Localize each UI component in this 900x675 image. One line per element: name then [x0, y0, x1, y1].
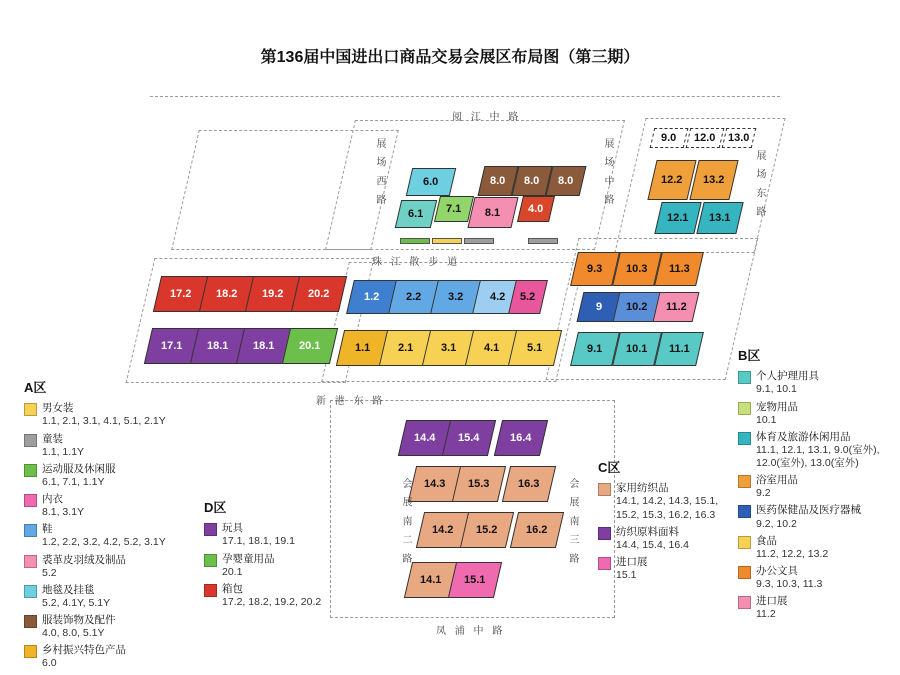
hall-label: 17.2 — [170, 288, 192, 300]
legend-swatch-icon — [204, 554, 217, 567]
hall-label: 8.1 — [485, 206, 501, 219]
hall-16.2[interactable] — [510, 512, 564, 548]
hall-label: 13.0 — [728, 132, 750, 144]
road-label-1: 展 场 西 路 — [374, 138, 385, 208]
legend-swatch-icon — [24, 555, 37, 568]
hall-label: 12.1 — [667, 212, 689, 224]
strip-green — [400, 238, 430, 244]
legend-D区 — [204, 500, 354, 613]
hall-20.1[interactable] — [282, 328, 338, 364]
legend-hall-codes: 11.2 — [756, 608, 776, 621]
hall-label: 18.1 — [207, 340, 229, 352]
legend-hall-codes: 10.1 — [756, 413, 777, 426]
hall-label: 11.1 — [668, 343, 690, 355]
strip-gray — [464, 238, 494, 244]
legend-swatch-icon — [24, 524, 37, 537]
legend-hall-codes: 6.0 — [42, 657, 57, 670]
hall-15.1[interactable] — [448, 562, 502, 598]
hall-label: 17.1 — [161, 340, 183, 352]
legend-category-name: 服装饰物及配件 — [42, 614, 116, 626]
legend-text — [42, 463, 190, 489]
strip-yellow — [432, 238, 462, 244]
legend-hall-codes: 11.1, 12.1, 13.1, 9.0(室外), 12.0(室外), 13.0(室外) — [756, 443, 880, 469]
legend-item[interactable] — [598, 556, 738, 582]
legend-A区 — [24, 380, 190, 675]
hall-label: 6.1 — [408, 208, 424, 220]
legend-category-name: 体育及旅游休闲用品 — [756, 430, 851, 443]
hall-label: 13.2 — [703, 174, 725, 186]
legend-swatch-icon — [24, 615, 37, 628]
legend-text — [756, 431, 898, 470]
legend-zone-title: A区 — [24, 380, 47, 395]
legend-item[interactable] — [738, 565, 898, 591]
legend-item[interactable] — [204, 553, 354, 579]
hall-16.4[interactable] — [494, 420, 548, 456]
road-label-3: 展 场 东 路 — [754, 150, 765, 220]
legend-swatch-icon — [738, 566, 751, 579]
hall-9.0[interactable] — [650, 128, 689, 148]
legend-item[interactable] — [24, 402, 190, 428]
hall-label: 14.2 — [432, 524, 454, 536]
legend-category-name: 童装 — [42, 432, 63, 445]
hall-label: 18.2 — [216, 288, 238, 300]
hall-label: 4.1 — [484, 342, 500, 354]
hall-label: 14.3 — [424, 478, 446, 490]
hall-label: 20.2 — [308, 288, 330, 300]
legend-item[interactable] — [24, 554, 190, 580]
legend-item[interactable] — [738, 535, 898, 561]
legend-hall-codes: 1.1, 1.1Y — [42, 445, 85, 458]
legend-swatch-icon — [24, 494, 37, 507]
legend-swatch-icon — [738, 432, 751, 445]
hall-label: 18.1 — [253, 340, 275, 352]
legend-item[interactable] — [204, 522, 354, 548]
legend-item[interactable] — [738, 401, 898, 427]
hall-15.2[interactable] — [460, 512, 514, 548]
hall-label: 13.1 — [709, 212, 731, 224]
legend-item[interactable] — [738, 431, 898, 470]
legend-text — [222, 522, 354, 548]
hall-6.0[interactable] — [406, 168, 456, 196]
hall-label: 11.3 — [668, 263, 690, 275]
legend-category-name: 箱包 — [222, 582, 243, 595]
legend-hall-codes: 9.1, 10.1 — [756, 383, 797, 396]
hall-6.1[interactable] — [395, 200, 437, 228]
road-label-4: 珠 江 散 步 道 — [372, 257, 461, 268]
legend-swatch-icon — [204, 584, 217, 597]
hall-label: 15.1 — [464, 574, 486, 586]
hall-label: 7.1 — [446, 203, 462, 215]
legend-swatch-icon — [598, 483, 611, 496]
road-label-6: 会 展 南 二 路 — [400, 478, 411, 567]
legend-hall-codes: 5.2 — [42, 566, 57, 579]
legend-item[interactable] — [24, 523, 190, 549]
legend-hall-codes: 6.1, 7.1, 1.1Y — [42, 475, 105, 488]
legend-swatch-icon — [24, 403, 37, 416]
hall-15.3[interactable] — [452, 466, 506, 502]
hall-label: 5.2 — [520, 291, 536, 303]
hall-12.0[interactable] — [686, 128, 725, 148]
hall-label: 10.2 — [626, 301, 648, 313]
legend-swatch-icon — [738, 536, 751, 549]
legend-swatch-icon — [24, 434, 37, 447]
hall-label: 3.2 — [448, 291, 464, 303]
legend-text — [616, 556, 738, 582]
hall-label: 8.0 — [490, 175, 506, 187]
hall-label: 10.1 — [626, 343, 648, 355]
legend-text — [616, 526, 738, 552]
hall-7.1[interactable] — [434, 196, 474, 222]
legend-swatch-icon — [738, 475, 751, 488]
legend-item[interactable] — [738, 474, 898, 500]
legend-item[interactable] — [204, 583, 354, 609]
legend-category-name: 进口展 — [616, 555, 648, 568]
legend-hall-codes: 9.3, 10.3, 11.3 — [756, 578, 823, 590]
legend-swatch-icon — [24, 645, 37, 658]
hall-label: 16.3 — [518, 478, 540, 490]
legend-text — [42, 614, 190, 640]
legend-text — [42, 554, 190, 580]
legend-B区 — [738, 348, 898, 625]
legend-hall-codes: 1.2, 2.2, 3.2, 4.2, 5.2, 3.1Y — [42, 536, 166, 549]
legend-text — [42, 584, 190, 610]
hall-label: 8.0 — [558, 175, 574, 187]
legend-text — [42, 433, 190, 459]
hall-label: 9.0 — [661, 132, 677, 144]
legend-category-name: 医药保健品及医疗器械 — [756, 504, 861, 517]
legend-zone-title: D区 — [204, 500, 227, 515]
page-title: 第136届中国进出口商品交易会展区布局图（第三期） — [260, 49, 640, 66]
hall-11.2[interactable] — [653, 292, 700, 322]
strip-gray-2 — [528, 238, 558, 244]
legend-hall-codes: 15.1 — [616, 569, 637, 581]
legend-item[interactable] — [24, 614, 190, 640]
hall-8.1[interactable] — [467, 197, 518, 228]
hall-label: 3.1 — [441, 342, 457, 354]
legend-hall-codes: 4.0, 8.0, 5.1Y — [42, 627, 105, 640]
legend-hall-codes: 9.2, 10.2 — [756, 517, 797, 530]
hall-15.4[interactable] — [442, 420, 496, 456]
road-label-5: 新 港 东 路 — [316, 396, 386, 407]
legend-category-name: 宠物用品 — [756, 400, 798, 413]
hall-label: 1.1 — [355, 342, 371, 354]
legend-item[interactable] — [24, 644, 190, 670]
hall-11.1[interactable] — [654, 332, 704, 366]
legend-category-name: 玩具 — [222, 522, 243, 535]
legend-category-name: 进口展 — [756, 595, 788, 608]
legend-text — [756, 504, 898, 530]
road-label-8: 凤 浦 中 路 — [436, 626, 506, 637]
hall-label: 14.4 — [414, 432, 436, 444]
legend-swatch-icon — [738, 596, 751, 609]
hall-label: 9.3 — [587, 263, 603, 275]
legend-zone-title: B区 — [738, 348, 761, 363]
legend-category-name: 鞋 — [42, 523, 53, 536]
legend-item[interactable] — [24, 493, 190, 519]
hall-label: 20.1 — [299, 340, 321, 352]
legend-text — [756, 535, 898, 561]
legend-hall-codes: 11.2, 12.2, 13.2 — [756, 547, 829, 560]
road-label-7: 会 展 南 三 路 — [567, 478, 578, 567]
legend-swatch-icon — [24, 585, 37, 598]
legend-item[interactable] — [738, 595, 898, 621]
hall-label: 10.3 — [626, 263, 648, 275]
hall-label: 4.0 — [528, 203, 544, 215]
legend-swatch-icon — [738, 505, 751, 518]
legend-text — [756, 474, 898, 500]
legend-category-name: 男女装 — [42, 402, 74, 415]
hall-4.0[interactable] — [517, 196, 555, 222]
hall-label: 16.4 — [510, 432, 532, 444]
legend-category-name: 裘革皮羽绒及制品 — [42, 553, 126, 566]
hall-label: 12.0 — [694, 132, 716, 144]
legend-swatch-icon — [738, 371, 751, 384]
legend-category-name: 纺织原料面料 — [616, 525, 679, 538]
hall-label: 9.1 — [587, 343, 603, 355]
legend-text — [42, 402, 190, 428]
hall-label: 15.4 — [458, 432, 480, 444]
hall-label: 9 — [595, 301, 603, 313]
legend-swatch-icon — [24, 464, 37, 477]
legend-category-name: 孕婴童用品 — [222, 552, 275, 565]
legend-category-name: 食品 — [756, 534, 777, 547]
legend-swatch-icon — [598, 557, 611, 570]
legend-item[interactable] — [738, 370, 898, 396]
legend-item[interactable] — [24, 584, 190, 610]
legend-C区 — [598, 460, 738, 586]
legend-item[interactable] — [24, 463, 190, 489]
legend-hall-codes: 5.2, 4.1Y, 5.1Y — [42, 596, 111, 609]
legend-text — [756, 565, 898, 591]
legend-category-name: 地毯及挂毯 — [42, 583, 95, 596]
hall-5.1[interactable] — [508, 330, 562, 366]
legend-text — [222, 553, 354, 579]
legend-text — [42, 493, 190, 519]
legend-swatch-icon — [598, 527, 611, 540]
legend-hall-codes: 14.1, 14.2, 14.3, 15.1, 15.2, 15.3, 16.2, 16.3 — [616, 495, 719, 521]
legend-category-name: 办公文具 — [756, 564, 798, 577]
legend-text — [222, 583, 354, 609]
legend-text — [756, 595, 898, 621]
hall-20.2[interactable] — [291, 276, 347, 312]
road-label-0: 阅 江 中 路 — [452, 112, 522, 123]
outline-top-road — [150, 96, 780, 106]
hall-label: 12.2 — [661, 174, 683, 186]
road-label-2: 展 场 中 路 — [602, 138, 613, 208]
hall-label: 15.2 — [476, 524, 498, 536]
hall-label: 2.1 — [398, 342, 414, 354]
hall-13.0[interactable] — [722, 128, 757, 148]
legend-swatch-icon — [738, 402, 751, 415]
legend-category-name: 乡村振兴特色产品 — [42, 644, 126, 657]
legend-hall-codes: 8.1, 3.1Y — [42, 506, 85, 519]
hall-label: 15.3 — [468, 478, 490, 490]
legend-item[interactable] — [598, 526, 738, 552]
hall-label: 14.1 — [420, 574, 442, 586]
legend-item[interactable] — [738, 504, 898, 530]
legend-text — [42, 523, 190, 549]
legend-text — [756, 370, 898, 396]
legend-category-name: 个人护理用具 — [756, 370, 819, 383]
hall-label: 16.2 — [526, 524, 548, 536]
hall-label: 19.2 — [262, 288, 284, 300]
hall-12.1[interactable] — [654, 202, 701, 234]
legend-hall-codes: 9.2 — [756, 487, 771, 500]
hall-label: 11.2 — [665, 301, 687, 313]
legend-text — [616, 482, 738, 521]
hall-label: 2.2 — [406, 291, 422, 303]
hall-label: 8.0 — [524, 175, 540, 187]
hall-label: 4.2 — [490, 291, 506, 303]
hall-13.1[interactable] — [696, 202, 743, 234]
legend-hall-codes: 1.1, 2.1, 3.1, 4.1, 5.1, 2.1Y — [42, 415, 166, 428]
legend-hall-codes: 17.1, 18.1, 19.1 — [222, 535, 295, 548]
legend-swatch-icon — [204, 523, 217, 536]
legend-item[interactable] — [598, 482, 738, 521]
hall-label: 6.0 — [423, 176, 439, 188]
hall-label: 1.2 — [364, 291, 380, 303]
legend-item[interactable] — [24, 433, 190, 459]
legend-category-name: 运动服及休闲服 — [42, 462, 116, 475]
hall-11.3[interactable] — [654, 252, 704, 286]
hall-16.3[interactable] — [502, 466, 556, 502]
legend-hall-codes: 20.1 — [222, 565, 243, 578]
hall-8.0c[interactable] — [546, 166, 587, 196]
legend-text — [756, 401, 898, 427]
legend-zone-title: C区 — [598, 460, 621, 475]
legend-category-name: 家用纺织品 — [616, 482, 669, 495]
hall-label: 5.1 — [527, 342, 543, 354]
legend-category-name: 内衣 — [42, 493, 63, 505]
legend-category-name: 浴室用品 — [756, 474, 798, 487]
legend-text — [42, 644, 190, 670]
legend-hall-codes: 17.2, 18.2, 19.2, 20.2 — [222, 595, 322, 608]
legend-hall-codes: 14.4, 15.4, 16.4 — [616, 538, 689, 551]
